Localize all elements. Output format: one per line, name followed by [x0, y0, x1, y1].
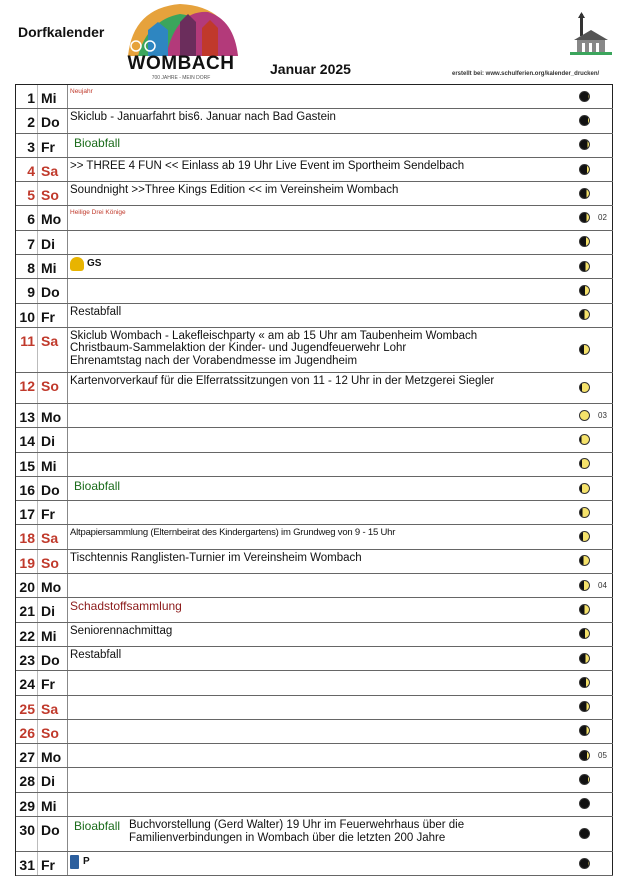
- moon-phase-icon: [579, 580, 590, 591]
- day-number: 23: [16, 647, 38, 670]
- weekday: Sa: [40, 525, 68, 548]
- calendar-row: [16, 206, 613, 230]
- event-text: Tischtennis Ranglisten-Turnier im Vereinsheim Wombach: [70, 551, 362, 564]
- event-text: Neujahr: [70, 88, 93, 95]
- month-title: Januar 2025: [270, 61, 351, 77]
- day-number: 9: [16, 279, 38, 302]
- moon-phase-icon: [579, 653, 590, 664]
- day-number: 24: [16, 671, 38, 694]
- calendar-row: [16, 647, 613, 671]
- moon-phase-icon: [579, 555, 590, 566]
- day-number: 14: [16, 428, 38, 451]
- table-border: [612, 817, 613, 851]
- weekday: Sa: [40, 328, 68, 372]
- moon-phase-icon: [579, 604, 590, 615]
- weekday: So: [40, 550, 68, 573]
- table-border: [612, 793, 613, 816]
- weekday: Fr: [40, 134, 68, 157]
- event-label: P: [83, 855, 90, 867]
- moon-phase-icon: [579, 212, 590, 223]
- day-number: 1: [16, 85, 38, 108]
- table-border: [612, 852, 613, 875]
- table-border: [612, 255, 613, 278]
- day-number: 3: [16, 134, 38, 157]
- calendar-row: [16, 696, 613, 720]
- moon-phase-icon: [579, 344, 590, 355]
- moon-phase-icon: [579, 531, 590, 542]
- table-border: [612, 206, 613, 229]
- moon-phase-icon: [579, 798, 590, 809]
- day-number: 22: [16, 623, 38, 646]
- day-number: 28: [16, 768, 38, 791]
- weekday: Do: [40, 477, 68, 500]
- moon-phase-icon: [579, 828, 590, 839]
- event-text: [70, 855, 580, 869]
- weekday: So: [40, 720, 68, 743]
- day-number: 12: [16, 373, 38, 403]
- weekday: Mo: [40, 574, 68, 597]
- calendar-row: [16, 768, 613, 792]
- logo-subtitle: 700 JAHRE - MEIN DORF: [151, 75, 211, 81]
- weekday: Mi: [40, 793, 68, 816]
- moon-phase-icon: [579, 628, 590, 639]
- weekday: Do: [40, 109, 68, 132]
- weekday: Do: [40, 647, 68, 670]
- event-text: Schadstoffsammlung: [70, 599, 182, 614]
- weekday: So: [40, 182, 68, 205]
- calendar-week-number: 05: [598, 750, 607, 760]
- calendar-row: [16, 255, 613, 279]
- table-border: [612, 428, 613, 451]
- table-border: [612, 768, 613, 791]
- day-number: 5: [16, 182, 38, 205]
- table-border: [612, 182, 613, 205]
- calendar-row: [16, 328, 613, 373]
- weekday: Sa: [40, 158, 68, 181]
- moon-phase-icon: [579, 858, 590, 869]
- church-icon: [570, 12, 612, 56]
- weekday: Di: [40, 428, 68, 451]
- event-text: Soundnight >>Three Kings Edition << im Vereinsheim Wombach: [70, 184, 399, 197]
- table-border: [612, 744, 613, 767]
- moon-phase-icon: [579, 164, 590, 175]
- calendar-row: [16, 304, 613, 328]
- weekday: Mi: [40, 623, 68, 646]
- event-text: Restabfall: [70, 305, 122, 318]
- moon-phase-icon: [579, 261, 590, 272]
- moon-phase-icon: [579, 483, 590, 494]
- day-number: 6: [16, 206, 38, 229]
- moon-phase-icon: [579, 458, 590, 469]
- event-text: Kartenvorverkauf für die Elferratssitzungen von 11 - 12 Uhr in der Metzgerei Siegler: [70, 374, 495, 387]
- event-text: Bioabfall: [74, 135, 121, 150]
- event-text: Restabfall: [70, 648, 122, 661]
- calendar-row: [16, 373, 613, 404]
- table-border: [612, 696, 613, 719]
- event-text: Bioabfall: [74, 478, 121, 493]
- weekday: Di: [40, 598, 68, 621]
- calendar-row: [16, 404, 613, 428]
- moon-phase-icon: [579, 188, 590, 199]
- day-number: 2: [16, 109, 38, 132]
- day-number: 8: [16, 255, 38, 278]
- moon-phase-icon: [579, 701, 590, 712]
- day-number: 11: [16, 328, 38, 372]
- credit-line: erstellt bei: www.schulferien.org/kalender_drucken/: [452, 71, 600, 77]
- calendar-row: [16, 182, 613, 206]
- calendar-row: [16, 279, 613, 303]
- day-number: 20: [16, 574, 38, 597]
- weekday: Mi: [40, 255, 68, 278]
- calendar-row: [16, 852, 613, 876]
- calendar-row: [16, 477, 613, 501]
- event-text: Skiclub - Januarfahrt bis6. Januar nach Bad Gastein: [70, 111, 336, 124]
- weekday: Fr: [40, 671, 68, 694]
- calendar-row: [16, 598, 613, 622]
- day-number: 31: [16, 852, 38, 875]
- day-number: 4: [16, 158, 38, 181]
- moon-phase-icon: [579, 285, 590, 296]
- table-border: [612, 720, 613, 743]
- calendar-row: [16, 817, 613, 852]
- weekday: Mi: [40, 453, 68, 476]
- moon-phase-icon: [579, 236, 590, 247]
- day-number: 27: [16, 744, 38, 767]
- day-number: 26: [16, 720, 38, 743]
- calendar-row: [16, 671, 613, 695]
- table-border: [612, 328, 613, 372]
- event-text-secondary: Buchvorstellung (Gerd Walter) 19 Uhr im Feuerwehrhaus über die Familienverbindungen in Wombach über die letzten 200 Jahre: [129, 819, 465, 844]
- weekday: Do: [40, 279, 68, 302]
- moon-phase-icon: [579, 309, 590, 320]
- day-number: 19: [16, 550, 38, 573]
- weekday: Do: [40, 817, 68, 851]
- weekday: Mi: [40, 85, 68, 108]
- page-title: Dorfkalender: [18, 24, 105, 40]
- table-border: [612, 231, 613, 254]
- moon-phase-icon: [579, 725, 590, 736]
- moon-phase-icon: [579, 774, 590, 785]
- calendar-row: [16, 85, 613, 109]
- day-number: 15: [16, 453, 38, 476]
- moon-phase-icon: [579, 410, 590, 421]
- table-border: [612, 501, 613, 524]
- calendar-row: [16, 109, 613, 133]
- event-text: Bioabfall: [74, 819, 121, 834]
- event-label: GS: [87, 257, 102, 269]
- weekday: So: [40, 373, 68, 403]
- calendar-table: [15, 84, 613, 876]
- table-border: [612, 373, 613, 403]
- event-text: Heilige Drei Könige: [70, 209, 126, 217]
- event-text: Altpapiersammlung (Elternbeirat des Kindergartens) im Grundweg von 9 - 15 Uhr: [70, 527, 396, 539]
- day-number: 16: [16, 477, 38, 500]
- moon-phase-icon: [579, 382, 590, 393]
- moon-phase-icon: [579, 115, 590, 126]
- event-text: Skiclub Wombach - Lakefleischparty « am ab 15 Uhr am Taubenheim Wombach Christbaum-Sammelaktion der Kinder- und Jugendfeuerwehr Lohr Ehrenamtstag nach der Vorabendmesse im Jugendheim: [70, 329, 478, 367]
- moon-phase-icon: [579, 139, 590, 150]
- day-number: 25: [16, 696, 38, 719]
- day-number: 29: [16, 793, 38, 816]
- moon-phase-icon: [579, 750, 590, 761]
- table-border: [612, 109, 613, 132]
- moon-phase-icon: [579, 677, 590, 688]
- weekday: Di: [40, 231, 68, 254]
- table-border: [612, 477, 613, 500]
- calendar-row: [16, 744, 613, 768]
- event-text: [70, 257, 580, 271]
- event-text: Seniorennachmittag: [70, 624, 173, 637]
- calendar-row: [16, 134, 613, 158]
- day-number: 17: [16, 501, 38, 524]
- table-border: [612, 304, 613, 327]
- calendar-week-number: 02: [598, 213, 607, 223]
- table-border: [612, 598, 613, 621]
- weekday: Mo: [40, 404, 68, 427]
- moon-phase-icon: [579, 91, 590, 102]
- event-text: >> THREE 4 FUN << Einlass ab 19 Uhr Live Event im Sportheim Sendelbach: [70, 159, 465, 172]
- logo-wordmark: WOMBACH: [127, 53, 235, 74]
- day-number: 7: [16, 231, 38, 254]
- calendar-row: [16, 793, 613, 817]
- table-border: [612, 574, 613, 597]
- moon-phase-icon: [579, 434, 590, 445]
- day-number: 30: [16, 817, 38, 851]
- day-number: 18: [16, 525, 38, 548]
- calendar-week-number: 04: [598, 580, 607, 590]
- day-number: 10: [16, 304, 38, 327]
- weekday: Di: [40, 768, 68, 791]
- calendar-row: [16, 158, 613, 182]
- table-border: [612, 453, 613, 476]
- day-number: 13: [16, 404, 38, 427]
- calendar-row: [16, 623, 613, 647]
- table-border: [612, 623, 613, 646]
- table-border: [612, 525, 613, 548]
- calendar-week-number: 03: [598, 410, 607, 420]
- table-border: [612, 671, 613, 694]
- wombach-logo: [118, 0, 244, 82]
- moon-phase-icon: [579, 507, 590, 518]
- table-border: [612, 85, 613, 108]
- weekday: Mo: [40, 206, 68, 229]
- table-border: [612, 134, 613, 157]
- calendar-row: [16, 231, 613, 255]
- calendar-row: [16, 550, 613, 574]
- table-border: [612, 550, 613, 573]
- calendar-row: [16, 453, 613, 477]
- table-border: [612, 158, 613, 181]
- table-border: [612, 647, 613, 670]
- day-number: 21: [16, 598, 38, 621]
- bell-icon: [70, 257, 84, 271]
- weekday: Fr: [40, 501, 68, 524]
- weekday: Mo: [40, 744, 68, 767]
- weekday: Fr: [40, 304, 68, 327]
- calendar-row: [16, 574, 613, 598]
- calendar-row: [16, 720, 613, 744]
- table-border: [612, 404, 613, 427]
- trash-bin-icon: [70, 855, 79, 869]
- weekday: Sa: [40, 696, 68, 719]
- calendar-row: [16, 501, 613, 525]
- calendar-row: [16, 525, 613, 549]
- table-border: [612, 279, 613, 302]
- calendar-row: [16, 428, 613, 452]
- weekday: Fr: [40, 852, 68, 875]
